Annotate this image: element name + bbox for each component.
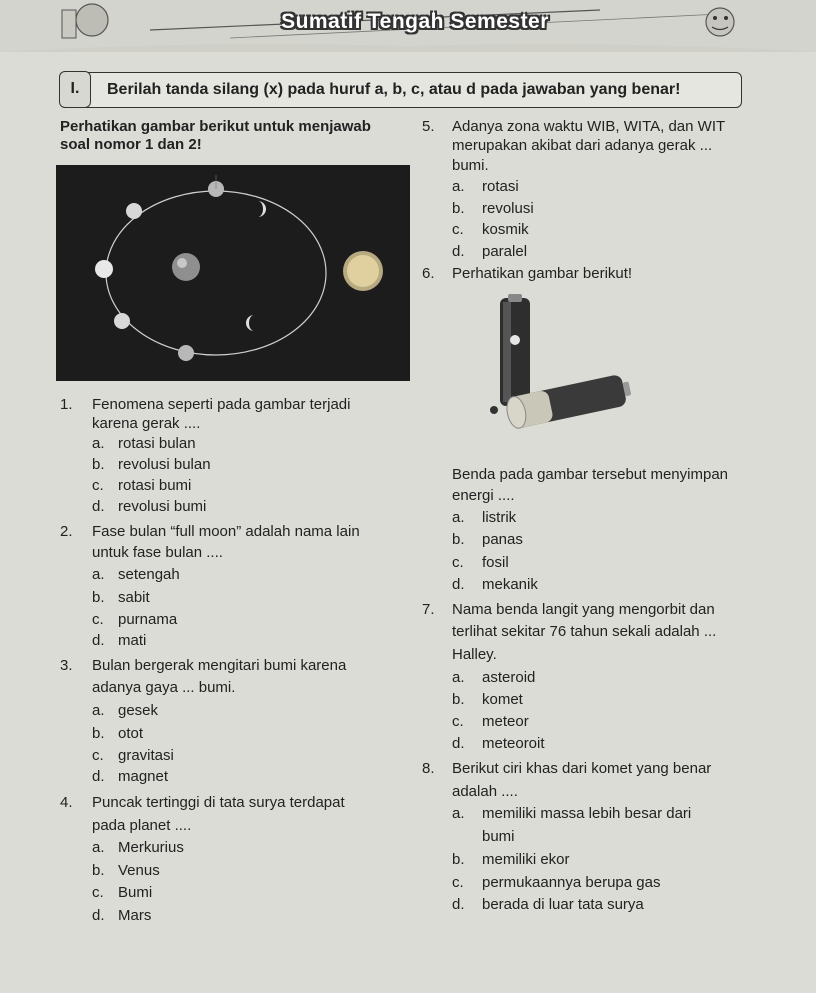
question-6-after-line-1: Benda pada gambar tersebut menyimpan xyxy=(452,466,729,483)
q5-option-a-text: rotasi xyxy=(482,178,519,195)
question-3-line-2: adanya gaya ... bumi. xyxy=(92,679,236,696)
q5-option-d-label[interactable]: d. xyxy=(452,243,465,260)
question-3-line-1: Bulan bergerak mengitari bumi karena xyxy=(92,657,347,674)
q8-option-d-label[interactable]: d. xyxy=(452,896,465,913)
question-5-line-3: bumi. xyxy=(452,157,489,174)
q8-option-c-label[interactable]: c. xyxy=(452,874,464,891)
question-4-line-1: Puncak tertinggi di tata surya terdapat xyxy=(92,794,345,811)
q7-option-c-text: meteor xyxy=(482,713,529,730)
q8-option-b-label[interactable]: b. xyxy=(452,851,465,868)
question-8-line-1: Berikut ciri khas dari komet yang benar xyxy=(452,760,712,777)
q6-option-c-label[interactable]: c. xyxy=(452,554,464,571)
q1-option-c-label[interactable]: c. xyxy=(92,477,104,494)
q7-option-a-label[interactable]: a. xyxy=(452,669,465,686)
q3-option-d-label[interactable]: d. xyxy=(92,768,105,785)
intro-line-2: soal nomor 1 dan 2! xyxy=(60,136,202,153)
q2-option-d-text: mati xyxy=(118,632,147,649)
question-8-line-2: adalah .... xyxy=(452,783,518,800)
q7-option-b-label[interactable]: b. xyxy=(452,691,465,708)
q2-option-b-label[interactable]: b. xyxy=(92,589,105,606)
q4-option-a-text: Merkurius xyxy=(118,839,184,856)
q5-option-a-label[interactable]: a. xyxy=(452,178,465,195)
q1-option-c-text: rotasi bumi xyxy=(118,477,192,494)
q7-option-a-text: asteroid xyxy=(482,669,536,686)
moon-phase-image xyxy=(56,165,410,381)
question-1-line-1: Fenomena seperti pada gambar terjadi xyxy=(92,396,351,413)
q1-option-d-label[interactable]: d. xyxy=(92,498,105,515)
q2-option-b-text: sabit xyxy=(118,589,150,606)
q4-option-d-text: Mars xyxy=(118,907,152,924)
question-6-line-1: Perhatikan gambar berikut! xyxy=(452,265,633,282)
q5-option-c-text: kosmik xyxy=(482,221,529,238)
question-2-line-2: untuk fase bulan .... xyxy=(92,544,223,561)
q5-option-d-text: paralel xyxy=(482,243,528,260)
battery-illustration xyxy=(470,290,640,440)
q1-option-b-text: revolusi bulan xyxy=(118,456,211,473)
q3-option-c-label[interactable]: c. xyxy=(92,747,104,764)
q8-option-a-cont-text: bumi xyxy=(482,828,515,845)
instruction-text: Berilah tanda silang (x) pada huruf a, b, c, atau d pada jawaban yang benar! xyxy=(107,81,681,98)
q8-option-a-text: memiliki massa lebih besar dari xyxy=(482,805,692,822)
q8-option-b-text: memiliki ekor xyxy=(482,851,570,868)
q6-option-c-text: fosil xyxy=(482,554,509,571)
question-5-line-2: merupakan akibat dari adanya gerak ... xyxy=(452,137,713,154)
q1-option-a-label[interactable]: a. xyxy=(92,435,105,452)
q3-option-d-text: magnet xyxy=(118,768,169,785)
q4-option-c-text: Bumi xyxy=(118,884,153,901)
q2-option-d-label[interactable]: d. xyxy=(92,632,105,649)
battery-image xyxy=(470,290,640,440)
q8-option-d-text: berada di luar tata surya xyxy=(482,896,644,913)
q6-option-b-text: panas xyxy=(482,531,523,548)
q1-option-d-text: revolusi bumi xyxy=(118,498,207,515)
question-7-line-3: Halley. xyxy=(452,646,497,663)
intro-line-1: Perhatikan gambar berikut untuk menjawab xyxy=(60,118,371,135)
q3-option-a-label[interactable]: a. xyxy=(92,702,105,719)
question-2-number: 2. xyxy=(60,523,73,540)
q1-option-a-text: rotasi bulan xyxy=(118,435,196,452)
q8-option-a-label[interactable]: a. xyxy=(452,805,465,822)
q4-option-d-label[interactable]: d. xyxy=(92,907,105,924)
q4-option-b-text: Venus xyxy=(118,862,160,879)
question-5-line-1: Adanya zona waktu WIB, WITA, dan WIT xyxy=(452,118,726,135)
q6-option-a-text: listrik xyxy=(482,509,517,526)
q6-option-d-label[interactable]: d. xyxy=(452,576,465,593)
question-5-number: 5. xyxy=(422,118,435,135)
q5-option-b-text: revolusi xyxy=(482,200,534,217)
q8-option-c-text: permukaannya berupa gas xyxy=(482,874,661,891)
q3-option-b-text: otot xyxy=(118,725,144,742)
q7-option-b-text: komet xyxy=(482,691,523,708)
q3-option-c-text: gravitasi xyxy=(118,747,174,764)
q3-option-a-text: gesek xyxy=(118,702,159,719)
question-8-number: 8. xyxy=(422,760,435,777)
q7-option-d-text: meteoroit xyxy=(482,735,545,752)
moon-orbit-illustration xyxy=(56,165,410,381)
q1-option-b-label[interactable]: b. xyxy=(92,456,105,473)
q7-option-d-label[interactable]: d. xyxy=(452,735,465,752)
question-6-after-line-2: energi .... xyxy=(452,487,515,504)
q4-option-b-label[interactable]: b. xyxy=(92,862,105,879)
instruction-box xyxy=(60,72,742,108)
question-6-number: 6. xyxy=(422,265,435,282)
question-1-line-2: karena gerak .... xyxy=(92,415,201,432)
q3-option-b-label[interactable]: b. xyxy=(92,725,105,742)
question-4-number: 4. xyxy=(60,794,73,811)
q6-option-b-label[interactable]: b. xyxy=(452,531,465,548)
q2-option-a-text: setengah xyxy=(118,566,180,583)
q2-option-c-text: purnama xyxy=(118,611,178,628)
q2-option-c-label[interactable]: c. xyxy=(92,611,104,628)
q4-option-a-label[interactable]: a. xyxy=(92,839,105,856)
question-7-line-2: terlihat sekitar 76 tahun sekali adalah ... xyxy=(452,623,717,640)
q5-option-c-label[interactable]: c. xyxy=(452,221,464,238)
q2-option-a-label[interactable]: a. xyxy=(92,566,105,583)
question-7-number: 7. xyxy=(422,601,435,618)
question-2-line-1: Fase bulan “full moon” adalah nama lain xyxy=(92,523,360,540)
q5-option-b-label[interactable]: b. xyxy=(452,200,465,217)
q6-option-d-text: mekanik xyxy=(482,576,538,593)
question-4-line-2: pada planet .... xyxy=(92,817,192,834)
header-banner xyxy=(0,0,816,52)
q6-option-a-label[interactable]: a. xyxy=(452,509,465,526)
section-number: I. xyxy=(59,71,91,108)
question-1-number: 1. xyxy=(60,396,73,413)
q7-option-c-label[interactable]: c. xyxy=(452,713,464,730)
question-7-line-1: Nama benda langit yang mengorbit dan xyxy=(452,601,715,618)
question-3-number: 3. xyxy=(60,657,73,674)
page-title: Sumatif Tengah Semester xyxy=(281,10,549,33)
q4-option-c-label[interactable]: c. xyxy=(92,884,104,901)
